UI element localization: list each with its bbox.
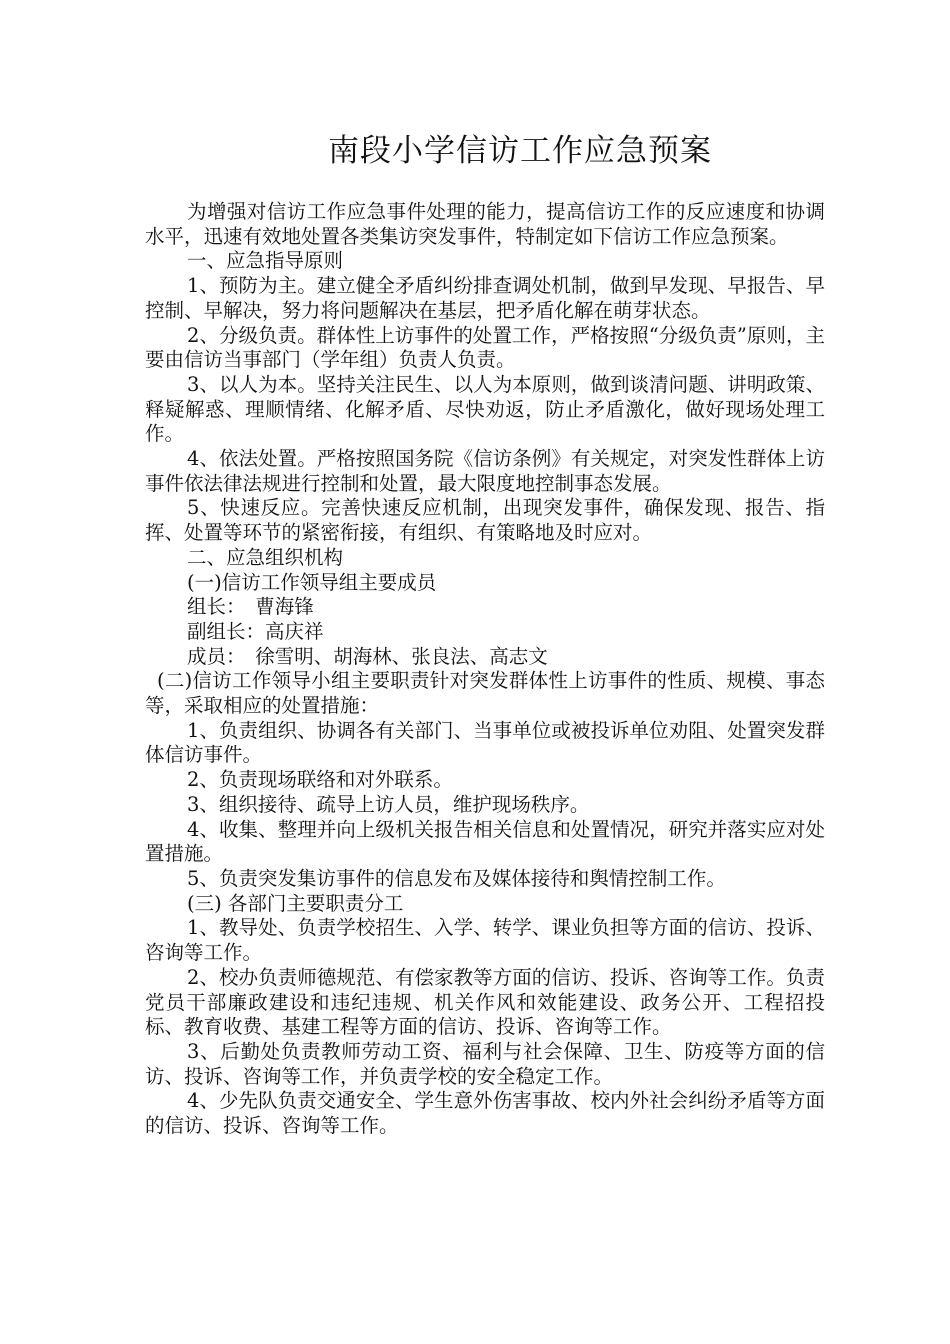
subsection-heading: (二)信访工作领导小组主要职责针对突发群体性上访事件的性质、规模、事态等，采取相应的处置措施：	[145, 669, 825, 718]
subsection-heading: (一)信访工作领导组主要成员	[187, 570, 437, 594]
member-line: 组长： 曹海锋	[187, 595, 314, 619]
member-line: 副组长：高庆祥	[187, 619, 324, 643]
section-heading: 二、应急组织机构	[187, 545, 344, 569]
principle-paragraph: 5、快速反应。完善快速反应机制，出现突发事件，确保发现、报告、指挥、处置等环节的紧密衔接，有组织、有策略地及时应对。	[145, 496, 825, 545]
duty-paragraph: 5、负责突发集访事件的信息发布及媒体接待和舆情控制工作。	[187, 866, 726, 890]
principle-paragraph: 2、分级负责。群体性上访事件的处置工作，严格按照“分级负责”原则，主要由信访当事部门（学年组）负责人负责。	[145, 323, 825, 372]
document-body	[145, 200, 825, 1139]
division-paragraph: 3、后勤处负责教师劳动工资、福利与社会保障、卫生、防疫等方面的信访、投诉、咨询等工作，并负责学校的安全稳定工作。	[145, 1039, 825, 1088]
principle-paragraph: 4、依法处置。严格按照国务院《信访条例》有关规定，对突发性群体上访事件依法律法规进行控制和处置，最大限度地控制事态发展。	[145, 447, 825, 495]
intro-paragraph: 为增强对信访工作应急事件处理的能力，提高信访工作的反应速度和协调水平，迅速有效地处置各类集访突发事件，特制定如下信访工作应急预案。	[145, 200, 825, 248]
duty-paragraph: 2、负责现场联络和对外联系。	[187, 768, 453, 792]
subsection-heading: (三) 各部门主要职责分工	[187, 891, 404, 915]
principle-paragraph: 3、以人为本。坚持关注民生、以人为本原则，做到谈清问题、讲明政策、释疑解惑、理顺情绪、化解矛盾、尽快劝返，防止矛盾激化，做好现场处理工作。	[145, 372, 825, 446]
member-line: 成员： 徐雪明、胡海林、张良法、高志文	[187, 644, 548, 668]
duty-paragraph: 3、组织接待、疏导上访人员，维护现场秩序。	[187, 792, 590, 816]
division-paragraph: 4、少先队负责交通安全、学生意外伤害事故、校内外社会纠纷矛盾等方面的信访、投诉、咨询等工作。	[145, 1089, 825, 1138]
duty-paragraph: 4、收集、整理并向上级机关报告相关信息和处置情况，研究并落实应对处置措施。	[145, 817, 825, 866]
division-paragraph: 1、教导处、负责学校招生、入学、转学、课业负担等方面的信访、投诉、咨询等工作。	[145, 916, 825, 965]
principle-paragraph: 1、预防为主。建立健全矛盾纠纷排查调处机制，做到早发现、早报告、早控制、早解决，努力将问题解决在基层，把矛盾化解在萌芽状态。	[145, 274, 825, 322]
duty-paragraph: 1、负责组织、协调各有关部门、当事单位或被投诉单位劝阻、处置突发群体信访事件。	[145, 718, 825, 767]
document-title: 南段小学信访工作应急预案	[328, 133, 712, 169]
section-heading: 一、应急指导原则	[187, 249, 344, 273]
document-page	[145, 128, 825, 1139]
division-paragraph: 2、校办负责师德规范、有偿家教等方面的信访、投诉、咨询等工作。负责党员干部廉政建设和违纪违规、机关作风和效能建设、政务公开、工程招投标、教育收费、基建工程等方面的信访、投诉、咨询等工作。	[145, 965, 825, 1039]
